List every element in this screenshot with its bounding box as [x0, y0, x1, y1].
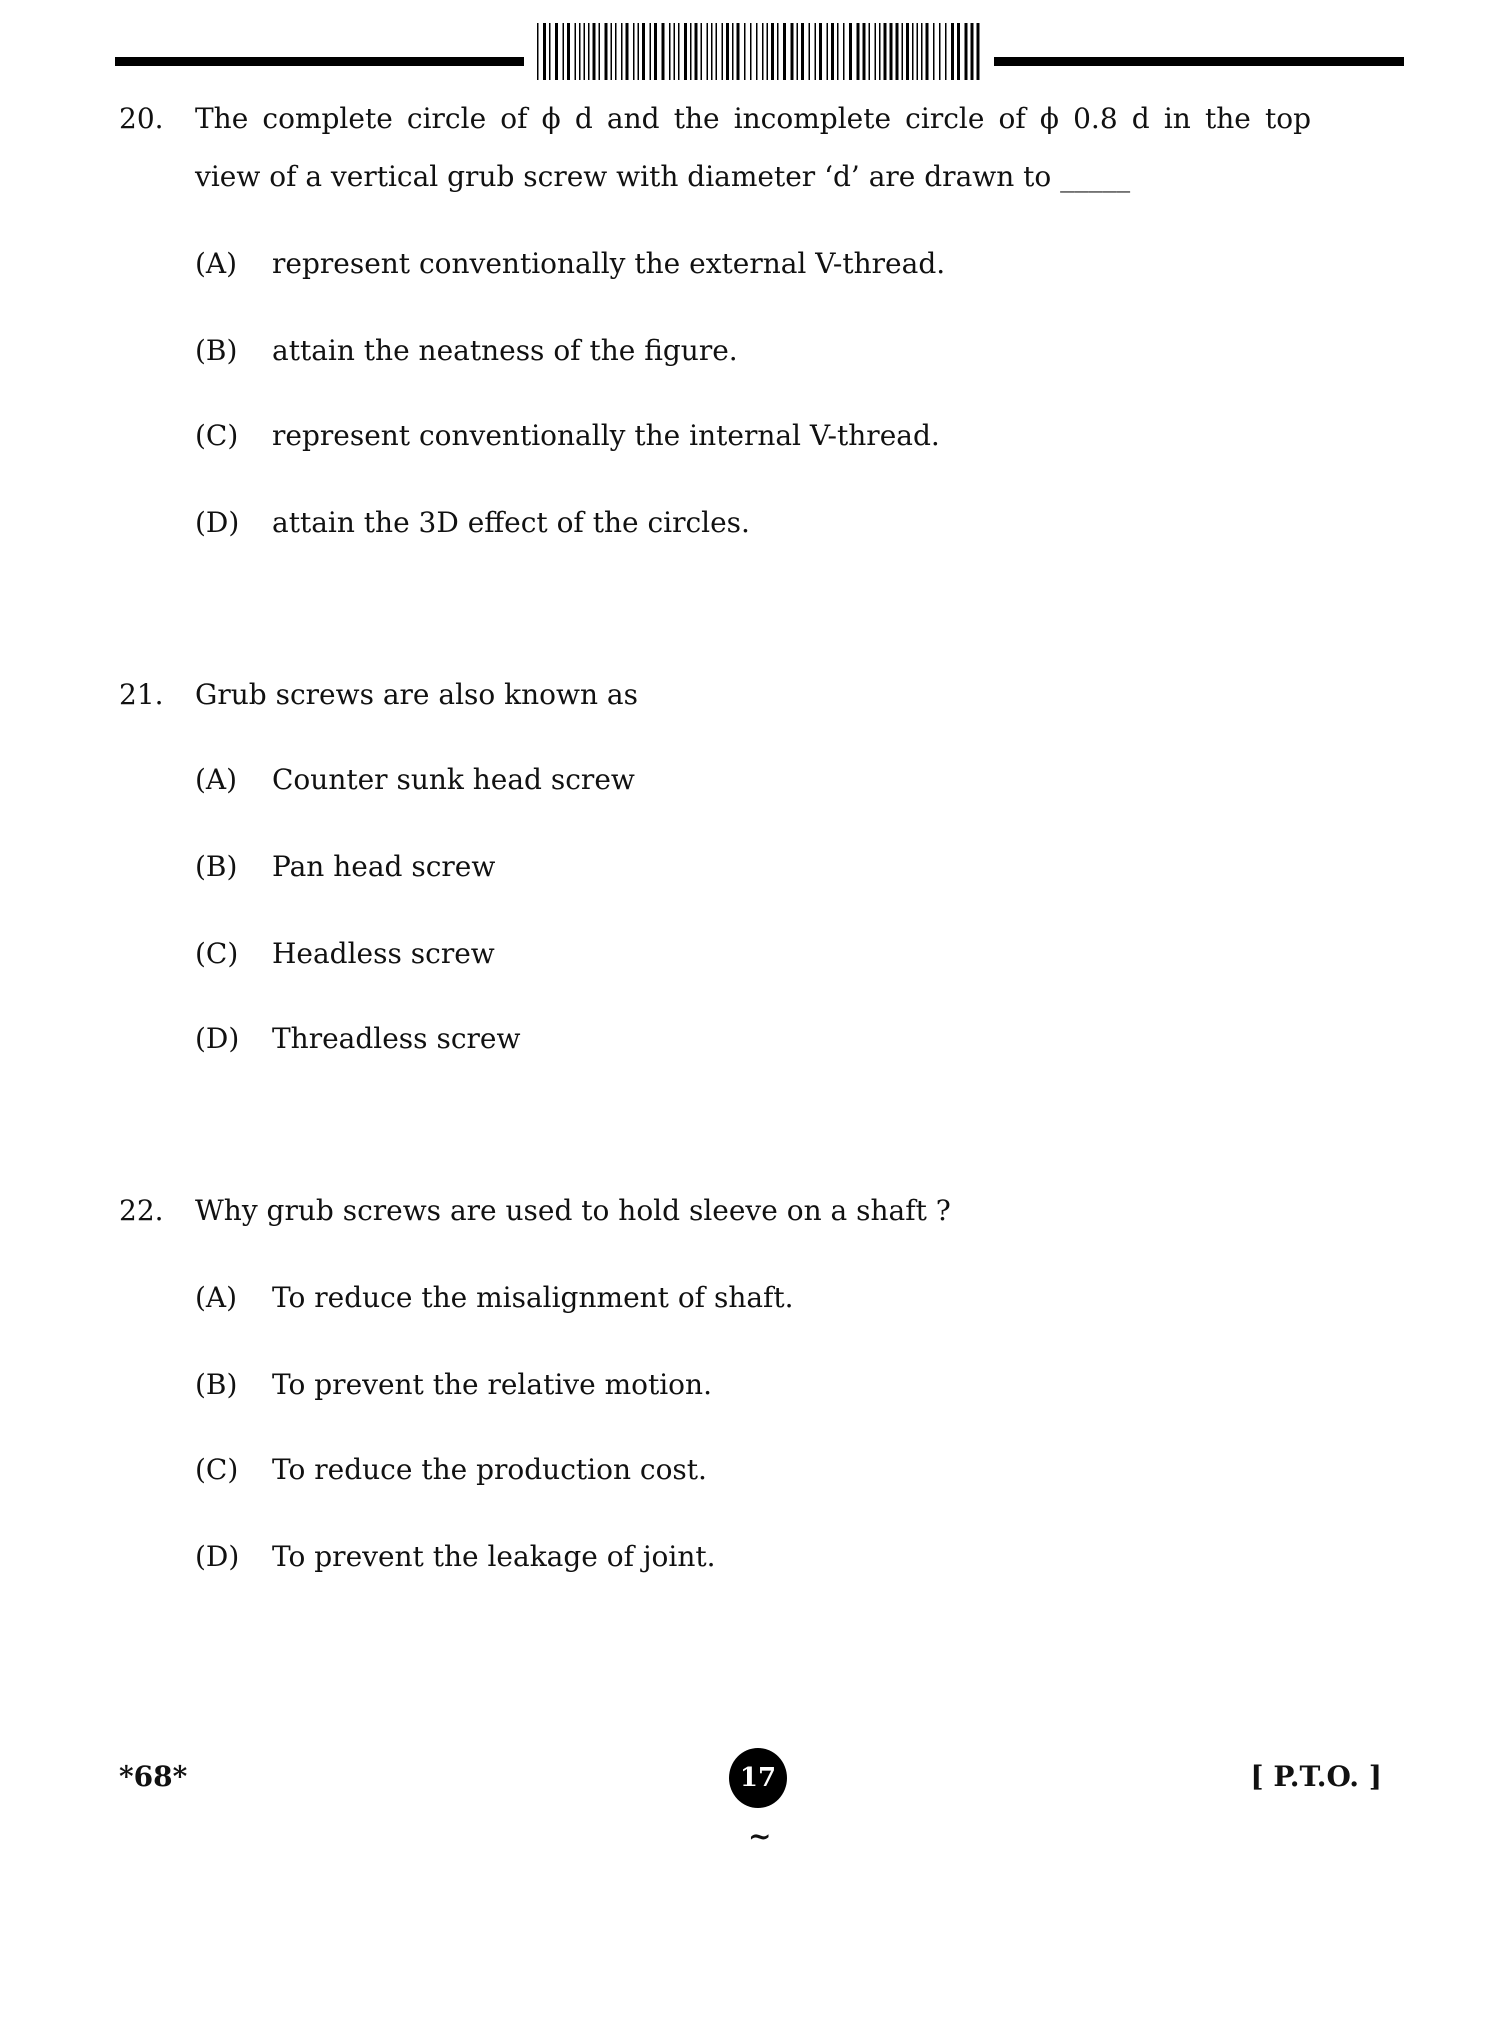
- barcode-icon: [537, 23, 980, 80]
- barcode-bar: [549, 23, 551, 80]
- barcode-bar: [543, 23, 546, 80]
- barcode-bar: [707, 23, 709, 80]
- barcode-bar: [684, 23, 687, 80]
- option-text: attain the 3D effect of the circles.: [272, 506, 750, 539]
- barcode-bar: [638, 23, 640, 80]
- question-number: 21.: [119, 678, 164, 711]
- barcode-bar: [579, 23, 581, 80]
- barcode-bar: [642, 23, 645, 80]
- barcode-bar: [575, 23, 577, 80]
- barcode-bar: [563, 23, 565, 80]
- question-text: Why grub screws are used to hold sleeve on a shaft ?: [195, 1194, 951, 1227]
- barcode-bar: [819, 23, 822, 80]
- barcode-bar: [912, 23, 914, 80]
- paper-code: *68*: [119, 1760, 188, 1793]
- barcode-bar: [621, 23, 623, 80]
- barcode-bar: [884, 23, 887, 80]
- barcode-bar: [837, 23, 839, 80]
- barcode-bar: [797, 23, 799, 80]
- barcode-bar: [879, 23, 881, 80]
- barcode-bar: [890, 23, 893, 80]
- option-label: (C): [195, 419, 239, 452]
- barcode-bar: [762, 23, 764, 80]
- barcode-bar: [939, 23, 941, 80]
- question-number: 22.: [119, 1194, 164, 1227]
- barcode-bar: [567, 23, 570, 80]
- barcode-bar: [716, 23, 718, 80]
- barcode-bar: [605, 23, 608, 80]
- option-label: (B): [195, 850, 238, 883]
- barcode-bar: [756, 23, 758, 80]
- barcode-bar: [896, 23, 899, 80]
- barcode-bar: [801, 23, 804, 80]
- option-label: (A): [195, 763, 238, 796]
- barcode-bar: [921, 23, 923, 80]
- barcode-bar: [783, 23, 786, 80]
- option-text: Counter sunk head screw: [272, 763, 635, 796]
- option-label: (D): [195, 506, 240, 539]
- barcode-bar: [678, 23, 680, 80]
- option-text: To reduce the misalignment of shaft.: [272, 1281, 794, 1314]
- question-text: The complete circle of ϕ d and the incomplete circle of ϕ 0.8 d in the top: [195, 102, 1311, 135]
- barcode-bar: [615, 23, 617, 80]
- barcode-bar: [926, 23, 929, 80]
- barcode-bar: [791, 23, 794, 80]
- barcode-bar: [857, 23, 860, 80]
- page-number: 17: [729, 1748, 787, 1808]
- header-rule-right: [994, 57, 1404, 66]
- barcode-bar: [662, 23, 665, 80]
- barcode-bar: [588, 23, 590, 80]
- option-label: (B): [195, 334, 238, 367]
- option-label: (B): [195, 1368, 238, 1401]
- question-text: Grub screws are also known as: [195, 678, 638, 711]
- barcode-bar: [701, 23, 703, 80]
- barcode-bar: [971, 23, 974, 80]
- barcode-bar: [750, 23, 752, 80]
- barcode-bar: [626, 23, 629, 80]
- option-text: attain the neatness of the figure.: [272, 334, 738, 367]
- question-number: 20.: [119, 102, 164, 135]
- barcode-bar: [849, 23, 852, 80]
- barcode-bar: [815, 23, 817, 80]
- tilde-mark: ~: [748, 1820, 772, 1853]
- barcode-bar: [744, 23, 746, 80]
- option-text: represent conventionally the internal V-thread.: [272, 419, 940, 452]
- option-label: (A): [195, 247, 238, 280]
- barcode-bar: [831, 23, 834, 80]
- pto-label: [ P.T.O. ]: [1250, 1760, 1382, 1793]
- barcode-bar: [674, 23, 676, 80]
- question-text: view of a vertical grub screw with diameter ‘d’ are drawn to _____: [195, 160, 1131, 193]
- barcode-bar: [722, 23, 724, 80]
- barcode-bar: [965, 23, 968, 80]
- barcode-bar: [737, 23, 740, 80]
- barcode-bar: [654, 23, 657, 80]
- barcode-bar: [843, 23, 845, 80]
- barcode-bar: [726, 23, 729, 80]
- header-rule-left: [115, 57, 524, 66]
- barcode-bar: [945, 23, 947, 80]
- barcode-bar: [902, 23, 904, 80]
- barcode-bar: [611, 23, 613, 80]
- barcode-bar: [767, 23, 769, 80]
- barcode-bar: [906, 23, 909, 80]
- barcode-bar: [875, 23, 877, 80]
- barcode-bar: [863, 23, 866, 80]
- barcode-bar: [777, 23, 779, 80]
- barcode-bar: [917, 23, 919, 80]
- option-text: Threadless screw: [272, 1022, 521, 1055]
- barcode-bar: [732, 23, 734, 80]
- barcode-bar: [650, 23, 652, 80]
- barcode-bar: [977, 23, 980, 80]
- option-label: (D): [195, 1022, 240, 1055]
- option-text: Pan head screw: [272, 850, 496, 883]
- option-text: To prevent the leakage of joint.: [272, 1540, 716, 1573]
- barcode-bar: [537, 23, 539, 80]
- barcode-bar: [695, 23, 698, 80]
- barcode-bar: [951, 23, 954, 80]
- barcode-bar: [584, 23, 586, 80]
- barcode-bar: [809, 23, 811, 80]
- barcode-bar: [669, 23, 671, 80]
- barcode-bar: [957, 23, 960, 80]
- barcode-bar: [690, 23, 692, 80]
- barcode-bar: [827, 23, 829, 80]
- barcode-bar: [599, 23, 601, 80]
- option-text: represent conventionally the external V-thread.: [272, 247, 946, 280]
- barcode-bar: [771, 23, 774, 80]
- option-label: (C): [195, 1453, 239, 1486]
- option-label: (C): [195, 937, 239, 970]
- barcode-bar: [869, 23, 871, 80]
- barcode-bar: [633, 23, 635, 80]
- option-text: To prevent the relative motion.: [272, 1368, 712, 1401]
- option-text: To reduce the production cost.: [272, 1453, 707, 1486]
- barcode-bar: [711, 23, 713, 80]
- option-label: (A): [195, 1281, 238, 1314]
- barcode-bar: [933, 23, 935, 80]
- option-text: Headless screw: [272, 937, 495, 970]
- barcode-bar: [593, 23, 596, 80]
- barcode-bar: [555, 23, 558, 80]
- option-label: (D): [195, 1540, 240, 1573]
